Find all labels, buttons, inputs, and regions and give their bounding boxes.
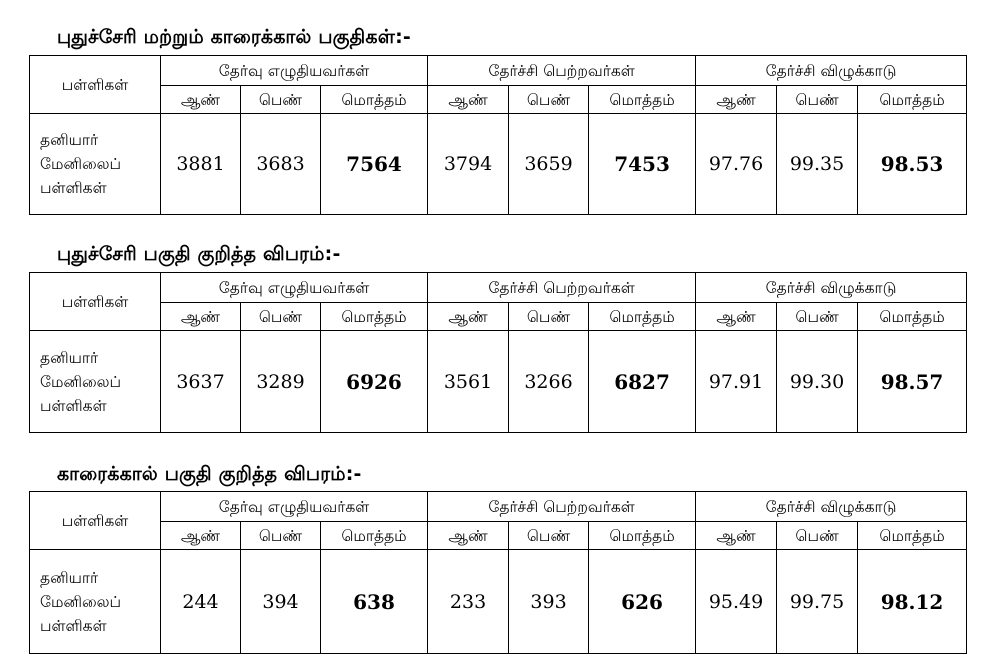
table-row <box>30 550 967 654</box>
row-label-private-higher-secondary-schools <box>30 114 161 215</box>
sub-header-total: மொத்தம் <box>321 86 428 114</box>
group-header-appeared: தேர்வு எழுதியவர்கள் <box>161 273 428 303</box>
results-table <box>29 55 967 215</box>
results-table <box>29 491 967 654</box>
sub-header-male: ஆண் <box>428 522 509 550</box>
appeared-male-value: 3881 <box>161 114 241 215</box>
sub-header-female: பெண் <box>777 303 858 331</box>
row-label-line: பள்ளிகள் <box>40 179 107 197</box>
row-label-private-higher-secondary-schools <box>30 331 161 433</box>
appeared-total-value: 7564 <box>321 114 428 215</box>
sub-header-male: ஆண் <box>161 86 241 114</box>
passed-male-value: 233 <box>428 550 509 654</box>
pass-percent-male-value: 97.91 <box>696 331 777 433</box>
pass-percent-female-value: 99.35 <box>777 114 858 215</box>
sub-header-male: ஆண் <box>696 303 777 331</box>
group-header-appeared: தேர்வு எழுதியவர்கள் <box>161 56 428 86</box>
sub-header-female: பெண் <box>509 86 589 114</box>
group-header-passed: தேர்ச்சி பெற்றவர்கள் <box>428 492 696 522</box>
pass-percent-male-value: 97.76 <box>696 114 777 215</box>
sub-header-male: ஆண் <box>696 522 777 550</box>
pass-percent-female-value: 99.30 <box>777 331 858 433</box>
results-table <box>29 272 967 433</box>
pass-percent-total-value: 98.12 <box>858 550 967 654</box>
group-header-appeared: தேர்வு எழுதியவர்கள் <box>161 492 428 522</box>
row-header-schools: பள்ளிகள் <box>30 56 161 114</box>
pass-percent-female-value: 99.75 <box>777 550 858 654</box>
pass-percent-total-value: 98.57 <box>858 331 967 433</box>
passed-total-value: 7453 <box>589 114 696 215</box>
appeared-male-value: 244 <box>161 550 241 654</box>
appeared-total-value: 6926 <box>321 331 428 433</box>
row-label-line: தனியார் <box>40 131 99 149</box>
passed-female-value: 3266 <box>509 331 589 433</box>
row-label-line: மேனிலைப் <box>40 592 122 611</box>
sub-header-total: மொத்தம் <box>858 303 967 331</box>
sub-header-male: ஆண் <box>428 86 509 114</box>
sub-header-male: ஆண் <box>161 303 241 331</box>
row-header-schools: பள்ளிகள் <box>30 492 161 550</box>
passed-total-value: 6827 <box>589 331 696 433</box>
sub-header-female: பெண் <box>777 86 858 114</box>
sub-header-total: மொத்தம் <box>321 522 428 550</box>
passed-male-value: 3561 <box>428 331 509 433</box>
sub-header-female: பெண் <box>777 522 858 550</box>
passed-male-value: 3794 <box>428 114 509 215</box>
sub-header-total: மொத்தம் <box>589 86 696 114</box>
sub-header-female: பெண் <box>241 86 321 114</box>
sub-header-female: பெண் <box>241 303 321 331</box>
group-header-pass-percentage: தேர்ச்சி விழுக்காடு <box>696 273 967 303</box>
pass-percent-male-value: 95.49 <box>696 550 777 654</box>
row-label-line: தனியார் <box>40 348 99 367</box>
section-title: புதுச்சேரி பகுதி குறித்த விபரம்:- <box>57 243 341 265</box>
group-header-passed: தேர்ச்சி பெற்றவர்கள் <box>428 56 696 86</box>
row-label-line: மேனிலைப் <box>40 155 122 173</box>
sub-header-male: ஆண் <box>161 522 241 550</box>
appeared-female-value: 3683 <box>241 114 321 215</box>
pass-percent-total-value: 98.53 <box>858 114 967 215</box>
passed-total-value: 626 <box>589 550 696 654</box>
sub-header-female: பெண் <box>509 522 589 550</box>
appeared-total-value: 638 <box>321 550 428 654</box>
section-title: காரைக்கால் பகுதி குறித்த விபரம்:- <box>57 463 362 485</box>
passed-female-value: 3659 <box>509 114 589 215</box>
section-title: புதுச்சேரி மற்றும் காரைக்கால் பகுதிகள்:- <box>57 26 411 48</box>
sub-header-total: மொத்தம் <box>858 522 967 550</box>
appeared-female-value: 394 <box>241 550 321 654</box>
group-header-pass-percentage: தேர்ச்சி விழுக்காடு <box>696 492 967 522</box>
row-header-schools: பள்ளிகள் <box>30 273 161 331</box>
sub-header-total: மொத்தம் <box>589 522 696 550</box>
appeared-male-value: 3637 <box>161 331 241 433</box>
row-label-line: பள்ளிகள் <box>40 616 107 635</box>
row-label-line: பள்ளிகள் <box>40 396 107 415</box>
sub-header-female: பெண் <box>509 303 589 331</box>
row-label-line: மேனிலைப் <box>40 372 122 391</box>
sub-header-total: மொத்தம் <box>589 303 696 331</box>
table-row <box>30 331 967 433</box>
sub-header-total: மொத்தம் <box>858 86 967 114</box>
sub-header-total: மொத்தம் <box>321 303 428 331</box>
sub-header-male: ஆண் <box>696 86 777 114</box>
group-header-pass-percentage: தேர்ச்சி விழுக்காடு <box>696 56 967 86</box>
table-row <box>30 114 967 215</box>
sub-header-male: ஆண் <box>428 303 509 331</box>
appeared-female-value: 3289 <box>241 331 321 433</box>
row-label-private-higher-secondary-schools <box>30 550 161 654</box>
row-label-line: தனியார் <box>40 568 99 587</box>
passed-female-value: 393 <box>509 550 589 654</box>
group-header-passed: தேர்ச்சி பெற்றவர்கள் <box>428 273 696 303</box>
sub-header-female: பெண் <box>241 522 321 550</box>
